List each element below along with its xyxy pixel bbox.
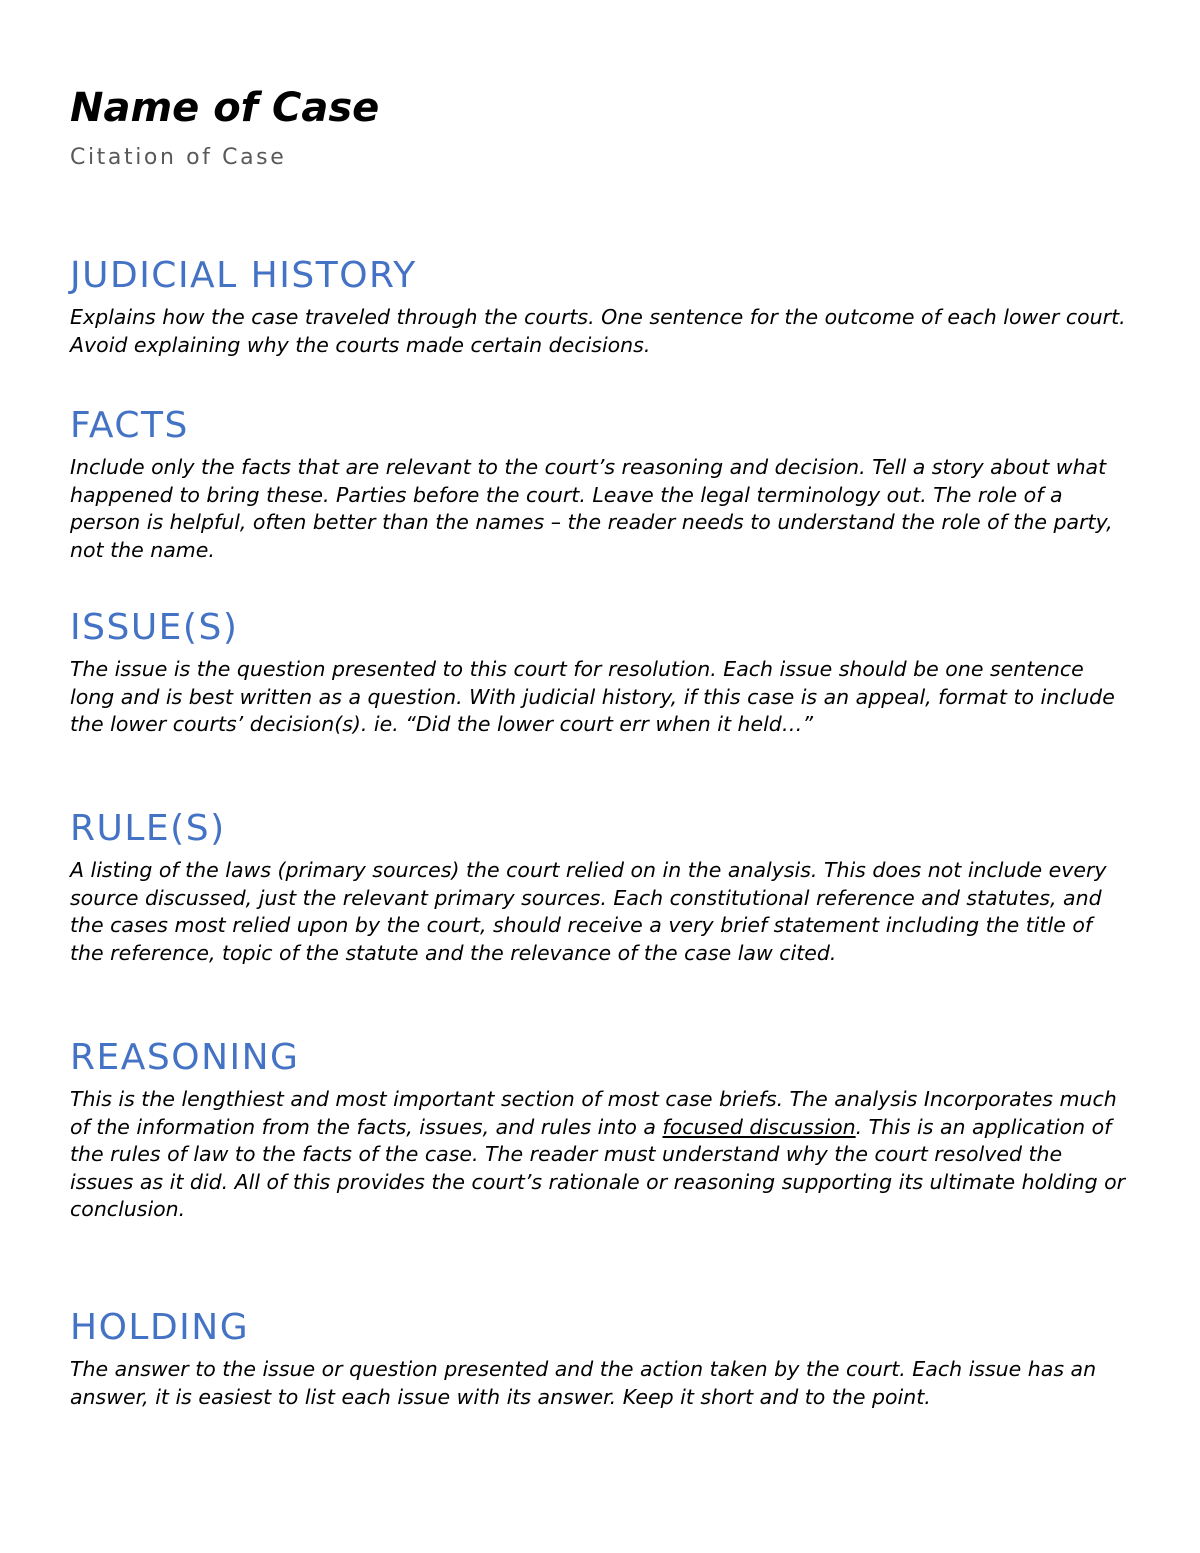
section-heading: ISSUE(S): [70, 607, 239, 648]
section-body: The answer to the issue or question presented and the action taken by the court. Each issue has an answer, it is easiest to list each issue with its answer. Keep it short and to the point.: [70, 1357, 1097, 1409]
section-heading: JUDICIAL HISTORY: [70, 255, 417, 296]
section-heading: FACTS: [70, 405, 189, 446]
section-body-text: . This is an application of the rules of law to the facts of the case. The reader must understand why the court resolved the issues as it did. All of this provides the court’s rationale or reasoning supporting its ultimate holding or conclusion.: [70, 1114, 1126, 1221]
section-holding: [70, 1306, 1130, 1411]
document-page: [70, 84, 1130, 1409]
section-heading: REASONING: [70, 1037, 300, 1078]
section-reasoning: [70, 1036, 1130, 1224]
section-rules: [70, 807, 1130, 967]
case-name-title: Name of Case: [70, 85, 380, 131]
section-body: Explains how the case traveled through the courts. One sentence for the outcome of each lower court. Avoid explaining why the courts made certain decisions.: [70, 305, 1126, 357]
section-body: A listing of the laws (primary sources) the court relied on in the analysis. This does not include every source discussed, just the relevant primary sources. Each constitutional reference and statutes, and the cases most relied upon by the court, should receive a very brief statement including the title of the reference, topic of the statute and the relevance of the case law cited.: [70, 858, 1107, 965]
case-citation-subtitle: Citation of Case: [70, 145, 287, 170]
section-body: The issue is the question presented to this court for resolution. Each issue should be one sentence long and is best written as a question. With judicial history, if this case is an appeal, format to include the lower courts’ decision(s). ie. “Did the lower court err when it held…”: [70, 657, 1115, 736]
section-judicial-history: [70, 254, 1130, 359]
section-facts: [70, 404, 1130, 564]
section-heading: RULE(S): [70, 808, 226, 849]
section-body: [70, 1086, 1130, 1224]
underlined-phrase: focused discussion: [662, 1114, 856, 1139]
section-heading: HOLDING: [70, 1307, 250, 1348]
section-body: Include only the facts that are relevant to the court’s reasoning and decision. Tell a story about what happened to bring these. Parties before the court. Leave the legal terminology out. The role of a person is helpful, often better than the names – the reader needs to understand the role of the party, not the name.: [70, 455, 1113, 562]
section-body-text: This is the lengthiest and most important section of most case briefs. The analysis Incorporates much of the information from the facts, issues, and rules into a: [70, 1087, 1117, 1139]
section-issues: [70, 606, 1130, 739]
